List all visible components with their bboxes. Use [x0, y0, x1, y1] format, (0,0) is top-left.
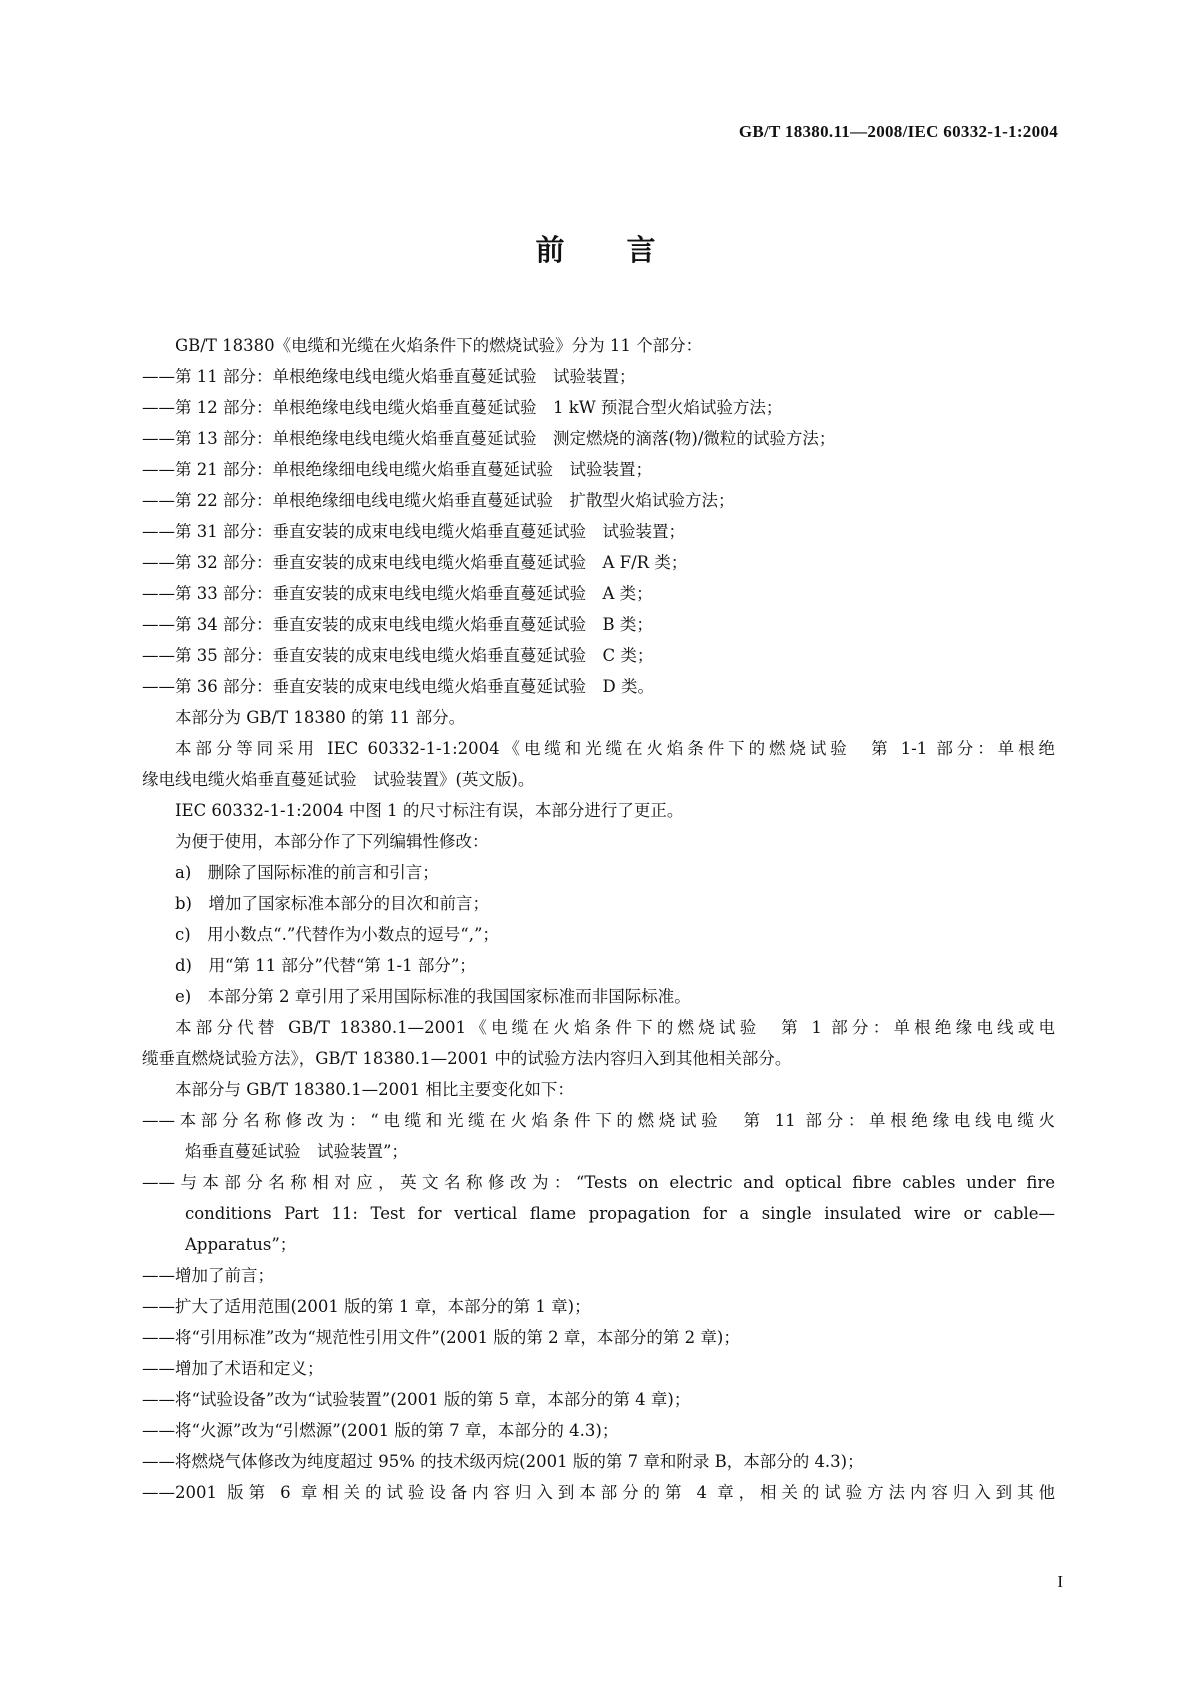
change-item-propane: ——将燃烧气体修改为纯度超过 95% 的技术级丙烷(2001 版的第 7 章和附录 B，本部分的 4.3)； — [142, 1452, 864, 1471]
list-item-part-31: ——第 31 部分：垂直安装的成束电线电缆火焰垂直蔓延试验 试验装置； — [142, 522, 685, 541]
paragraph-changes: 本部分与 GB/T 18380.1—2001 相比主要变化如下： — [175, 1080, 574, 1099]
list-item-part-22: ——第 22 部分：单根绝缘细电线电缆火焰垂直蔓延试验 扩散型火焰试验方法； — [142, 491, 735, 510]
paragraph-replacement-cont: 缆垂直燃烧试验方法》，GB/T 18380.1—2001 中的试验方法内容归入到其他相关部分。 — [142, 1049, 792, 1068]
list-item-part-32: ——第 32 部分：垂直安装的成束电线电缆火焰垂直蔓延试验 A F/R 类； — [142, 553, 688, 572]
list-item-part-13: ——第 13 部分：单根绝缘电线电缆火焰垂直蔓延试验 测定燃烧的滴落(物)/微粒的试验方法； — [142, 429, 836, 448]
paragraph-part-statement: 本部分为 GB/T 18380 的第 11 部分。 — [175, 708, 466, 727]
list-item-part-36: ——第 36 部分：垂直安装的成束电线电缆火焰垂直蔓延试验 D 类。 — [142, 677, 654, 696]
change-item-english-name-end: Apparatus”； — [185, 1235, 297, 1254]
paragraph-adoption: 本部分等同采用 IEC 60332-1-1:2004《电缆和光缆在火焰条件下的燃烧试验 第 1-1 部分：单根绝 — [175, 739, 1055, 758]
change-item-english-name-cont: conditions Part 11: Test for vertical flame propagation for a single insulated wire or cable— — [185, 1204, 1055, 1223]
change-item-references: ——将“引用标准”改为“规范性引用文件”(2001 版的第 2 章，本部分的第 2 章)； — [142, 1328, 740, 1347]
list-item-part-34: ——第 34 部分：垂直安装的成束电线电缆火焰垂直蔓延试验 B 类； — [142, 615, 653, 634]
paragraph-intro: GB/T 18380《电缆和光缆在火焰条件下的燃烧试验》分为 11 个部分： — [175, 336, 703, 355]
list-item-part-11: ——第 11 部分：单根绝缘电线电缆火焰垂直蔓延试验 试验装置； — [142, 367, 636, 386]
list-item-part-33: ——第 33 部分：垂直安装的成束电线电缆火焰垂直蔓延试验 A 类； — [142, 584, 653, 603]
editorial-item-c: c) 用小数点“.”代替作为小数点的逗号“,”； — [175, 925, 499, 944]
change-item-chapter6: ——2001 版第 6 章相关的试验设备内容归入到本部分的第 4 章，相关的试验方法内容归入到其他 — [142, 1483, 1055, 1502]
paragraph-correction: IEC 60332-1-1:2004 中图 1 的尺寸标注有误，本部分进行了更正。 — [175, 801, 684, 820]
page-number: I — [1057, 1572, 1063, 1591]
editorial-item-a: a) 删除了国际标准的前言和引言； — [175, 863, 439, 882]
paragraph-adoption-cont: 缘电线电缆火焰垂直蔓延试验 试验装置》(英文版)。 — [142, 770, 535, 789]
change-item-scope: ——扩大了适用范围(2001 版的第 1 章，本部分的第 1 章)； — [142, 1297, 591, 1316]
change-item-name-cont: 焰垂直蔓延试验 试验装置”； — [185, 1142, 408, 1161]
change-item-english-name: ——与本部分名称相对应，英文名称修改为：“Tests on electric and optical fibre cables under fire — [142, 1173, 1055, 1192]
editorial-item-b: b) 增加了国家标准本部分的目次和前言； — [175, 894, 489, 913]
change-item-ignition: ——将“火源”改为“引燃源”(2001 版的第 7 章，本部分的 4.3)； — [142, 1421, 619, 1440]
list-item-part-21: ——第 21 部分：单根绝缘细电线电缆火焰垂直蔓延试验 试验装置； — [142, 460, 652, 479]
change-item-terms: ——增加了术语和定义； — [142, 1359, 324, 1378]
page-title: 前言 — [535, 233, 718, 267]
editorial-item-d: d) 用“第 11 部分”代替“第 1-1 部分”； — [175, 956, 476, 975]
paragraph-editorial: 为便于使用，本部分作了下列编辑性修改： — [175, 832, 489, 851]
change-item-foreword: ——增加了前言； — [142, 1266, 274, 1285]
list-item-part-35: ——第 35 部分：垂直安装的成束电线电缆火焰垂直蔓延试验 C 类； — [142, 646, 654, 665]
list-item-part-12: ——第 12 部分：单根绝缘电线电缆火焰垂直蔓延试验 1 kW 预混合型火焰试验方法； — [142, 398, 783, 417]
foreword-body — [142, 330, 1055, 1508]
change-item-apparatus: ——将“试验设备”改为“试验装置”(2001 版的第 5 章，本部分的第 4 章)； — [142, 1390, 691, 1409]
document-header: GB/T 18380.11—2008/IEC 60332-1-1:2004 — [738, 122, 1058, 141]
paragraph-replacement: 本部分代替 GB/T 18380.1—2001《电缆在火焰条件下的燃烧试验 第 1 部分：单根绝缘电线或电 — [175, 1018, 1055, 1037]
change-item-name: ——本部分名称修改为：“电缆和光缆在火焰条件下的燃烧试验 第 11 部分：单根绝缘电线电缆火 — [142, 1111, 1055, 1130]
editorial-item-e: e) 本部分第 2 章引用了采用国际标准的我国国家标准而非国际标准。 — [175, 987, 691, 1006]
